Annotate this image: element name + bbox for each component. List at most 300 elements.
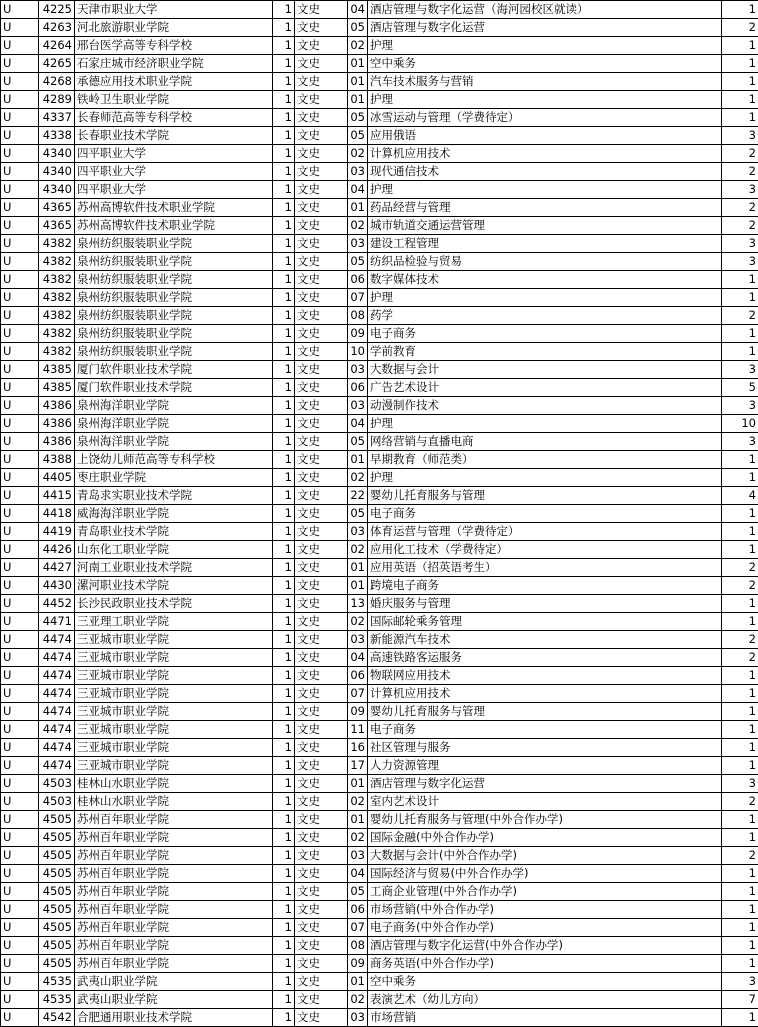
major-code-cell: 09 [348,703,368,721]
school-name-cell: 桂林山水职业学院 [75,793,273,811]
table-row [1,19,758,37]
school-code-cell: 4430 [39,577,75,595]
major-name-cell: 跨境电子商务 [368,577,722,595]
batch-cell: U [1,523,39,541]
major-code-cell: 04 [348,1,368,19]
school-name-cell: 四平职业大学 [75,163,273,181]
school-code-cell: 4505 [39,865,75,883]
batch-cell: U [1,793,39,811]
table-row [1,1,758,19]
school-code-cell: 4535 [39,973,75,991]
major-name-cell: 药品经营与管理 [368,199,722,217]
plan-count-cell: 3 [722,433,758,451]
category-cell: 文史 [295,19,348,37]
plan-count-cell: 2 [722,199,758,217]
plan-count-cell: 1 [722,703,758,721]
batch-cell: U [1,667,39,685]
school-name-cell: 武夷山职业学院 [75,973,273,991]
category-cell: 文史 [295,577,348,595]
major-name-cell: 室内艺术设计 [368,793,722,811]
batch-cell: U [1,415,39,433]
major-name-cell: 国际经济与贸易(中外合作办学) [368,865,722,883]
plan-count-cell: 5 [722,379,758,397]
group-cell: 1 [273,379,295,397]
category-cell: 文史 [295,775,348,793]
plan-count-cell: 4 [722,487,758,505]
category-cell: 文史 [295,937,348,955]
batch-cell: U [1,955,39,973]
group-cell: 1 [273,199,295,217]
table-row [1,415,758,433]
group-cell: 1 [273,811,295,829]
category-cell: 文史 [295,127,348,145]
school-code-cell: 4382 [39,325,75,343]
batch-cell: U [1,649,39,667]
batch-cell: U [1,109,39,127]
school-name-cell: 青岛求实职业技术学院 [75,487,273,505]
school-code-cell: 4505 [39,829,75,847]
school-code-cell: 4405 [39,469,75,487]
school-code-cell: 4419 [39,523,75,541]
major-code-cell: 01 [348,559,368,577]
major-code-cell: 01 [348,973,368,991]
category-cell: 文史 [295,55,348,73]
school-name-cell: 苏州百年职业学院 [75,811,273,829]
major-name-cell: 酒店管理与数字化运营 [368,19,722,37]
category-cell: 文史 [295,271,348,289]
major-code-cell: 09 [348,325,368,343]
table-row [1,271,758,289]
table-row [1,505,758,523]
plan-count-cell: 1 [722,271,758,289]
group-cell: 1 [273,757,295,775]
category-cell: 文史 [295,199,348,217]
batch-cell: U [1,1009,39,1027]
major-name-cell: 早期教育（师范类） [368,451,722,469]
school-code-cell: 4268 [39,73,75,91]
group-cell: 1 [273,91,295,109]
major-code-cell: 05 [348,127,368,145]
major-name-cell: 电子商务 [368,721,722,739]
major-name-cell: 市场营销(中外合作办学) [368,901,722,919]
school-name-cell: 石家庄城市经济职业学院 [75,55,273,73]
major-name-cell: 空中乘务 [368,973,722,991]
category-cell: 文史 [295,631,348,649]
group-cell: 1 [273,883,295,901]
school-code-cell: 4505 [39,901,75,919]
category-cell: 文史 [295,523,348,541]
school-code-cell: 4452 [39,595,75,613]
table-row [1,757,758,775]
table-row [1,541,758,559]
table-row [1,937,758,955]
category-cell: 文史 [295,847,348,865]
batch-cell: U [1,163,39,181]
school-name-cell: 厦门软件职业技术学院 [75,361,273,379]
batch-cell: U [1,217,39,235]
major-code-cell: 02 [348,829,368,847]
major-code-cell: 05 [348,433,368,451]
batch-cell: U [1,469,39,487]
plan-count-cell: 1 [722,667,758,685]
major-code-cell: 03 [348,235,368,253]
plan-count-cell: 3 [722,775,758,793]
table-body [1,1,758,1027]
group-cell: 1 [273,451,295,469]
school-code-cell: 4264 [39,37,75,55]
school-name-cell: 泉州海洋职业学院 [75,433,273,451]
major-code-cell: 17 [348,757,368,775]
plan-count-cell: 1 [722,955,758,973]
table-row [1,703,758,721]
group-cell: 1 [273,397,295,415]
school-name-cell: 泉州海洋职业学院 [75,415,273,433]
group-cell: 1 [273,271,295,289]
school-code-cell: 4542 [39,1009,75,1027]
school-code-cell: 4388 [39,451,75,469]
table-row [1,307,758,325]
school-name-cell: 威海海洋职业学院 [75,505,273,523]
major-code-cell: 01 [348,55,368,73]
table-row [1,379,758,397]
category-cell: 文史 [295,379,348,397]
major-name-cell: 婴幼儿托育服务与管理 [368,487,722,505]
major-code-cell: 06 [348,379,368,397]
group-cell: 1 [273,595,295,613]
school-code-cell: 4386 [39,397,75,415]
category-cell: 文史 [295,595,348,613]
major-code-cell: 01 [348,577,368,595]
category-cell: 文史 [295,145,348,163]
category-cell: 文史 [295,721,348,739]
major-name-cell: 市场营销 [368,1009,722,1027]
table-row [1,775,758,793]
group-cell: 1 [273,847,295,865]
major-code-cell: 22 [348,487,368,505]
group-cell: 1 [273,1009,295,1027]
major-name-cell: 建设工程管理 [368,235,722,253]
table-row [1,145,758,163]
group-cell: 1 [273,73,295,91]
table-row [1,883,758,901]
plan-count-cell: 1 [722,325,758,343]
major-name-cell: 电子商务(中外合作办学) [368,919,722,937]
batch-cell: U [1,775,39,793]
table-row [1,217,758,235]
category-cell: 文史 [295,163,348,181]
major-code-cell: 02 [348,469,368,487]
major-name-cell: 空中乘务 [368,55,722,73]
group-cell: 1 [273,235,295,253]
table-row [1,343,758,361]
group-cell: 1 [273,631,295,649]
school-code-cell: 4474 [39,757,75,775]
school-name-cell: 三亚城市职业学院 [75,631,273,649]
group-cell: 1 [273,973,295,991]
group-cell: 1 [273,739,295,757]
major-name-cell: 护理 [368,415,722,433]
category-cell: 文史 [295,541,348,559]
school-name-cell: 泉州海洋职业学院 [75,397,273,415]
batch-cell: U [1,253,39,271]
table-row [1,253,758,271]
table-row [1,181,758,199]
school-name-cell: 苏州百年职业学院 [75,955,273,973]
school-code-cell: 4505 [39,919,75,937]
table-row [1,577,758,595]
major-name-cell: 大数据与会计(中外合作办学) [368,847,722,865]
plan-count-cell: 1 [722,73,758,91]
school-name-cell: 三亚城市职业学院 [75,721,273,739]
major-code-cell: 02 [348,793,368,811]
batch-cell: U [1,847,39,865]
table-row [1,649,758,667]
category-cell: 文史 [295,433,348,451]
plan-count-cell: 1 [722,505,758,523]
plan-count-cell: 1 [722,1009,758,1027]
plan-count-cell: 1 [722,757,758,775]
school-name-cell: 三亚城市职业学院 [75,667,273,685]
group-cell: 1 [273,325,295,343]
school-name-cell: 桂林山水职业学院 [75,775,273,793]
school-name-cell: 枣庄职业学院 [75,469,273,487]
category-cell: 文史 [295,1009,348,1027]
major-name-cell: 酒店管理与数字化运营（海河园校区就读） [368,1,722,19]
batch-cell: U [1,271,39,289]
major-code-cell: 04 [348,649,368,667]
school-code-cell: 4474 [39,631,75,649]
plan-count-cell: 1 [722,55,758,73]
category-cell: 文史 [295,361,348,379]
table-row [1,685,758,703]
major-name-cell: 商务英语(中外合作办学) [368,955,722,973]
school-name-cell: 山东化工职业学院 [75,541,273,559]
plan-count-cell: 3 [722,235,758,253]
school-name-cell: 苏州高博软件技术职业学院 [75,199,273,217]
school-code-cell: 4505 [39,937,75,955]
category-cell: 文史 [295,559,348,577]
major-name-cell: 学前教育 [368,343,722,361]
category-cell: 文史 [295,37,348,55]
table-row [1,451,758,469]
major-code-cell: 02 [348,217,368,235]
group-cell: 1 [273,217,295,235]
category-cell: 文史 [295,397,348,415]
school-code-cell: 4382 [39,253,75,271]
plan-count-cell: 1 [722,91,758,109]
school-code-cell: 4415 [39,487,75,505]
school-name-cell: 厦门软件职业技术学院 [75,379,273,397]
group-cell: 1 [273,829,295,847]
school-name-cell: 苏州百年职业学院 [75,847,273,865]
plan-count-cell: 3 [722,181,758,199]
batch-cell: U [1,433,39,451]
school-name-cell: 苏州百年职业学院 [75,883,273,901]
batch-cell: U [1,37,39,55]
plan-count-cell: 1 [722,37,758,55]
school-code-cell: 4338 [39,127,75,145]
major-name-cell: 人力资源管理 [368,757,722,775]
batch-cell: U [1,73,39,91]
plan-count-cell: 1 [722,901,758,919]
school-name-cell: 漯河职业技术学院 [75,577,273,595]
plan-count-cell: 1 [722,865,758,883]
school-name-cell: 苏州高博软件技术职业学院 [75,217,273,235]
batch-cell: U [1,685,39,703]
major-code-cell: 03 [348,163,368,181]
school-code-cell: 4382 [39,343,75,361]
batch-cell: U [1,811,39,829]
plan-count-cell: 2 [722,217,758,235]
plan-count-cell: 2 [722,559,758,577]
major-code-cell: 02 [348,613,368,631]
table-row [1,631,758,649]
plan-count-cell: 2 [722,631,758,649]
batch-cell: U [1,451,39,469]
major-code-cell: 05 [348,253,368,271]
category-cell: 文史 [295,973,348,991]
school-name-cell: 河南工业职业技术学院 [75,559,273,577]
school-code-cell: 4474 [39,721,75,739]
category-cell: 文史 [295,613,348,631]
category-cell: 文史 [295,289,348,307]
group-cell: 1 [273,613,295,631]
category-cell: 文史 [295,1,348,19]
group-cell: 1 [273,919,295,937]
batch-cell: U [1,865,39,883]
plan-count-cell: 2 [722,145,758,163]
table-row [1,109,758,127]
category-cell: 文史 [295,757,348,775]
plan-count-cell: 1 [722,811,758,829]
category-cell: 文史 [295,253,348,271]
major-code-cell: 08 [348,937,368,955]
table-row [1,667,758,685]
group-cell: 1 [273,577,295,595]
major-code-cell: 01 [348,451,368,469]
school-code-cell: 4505 [39,883,75,901]
category-cell: 文史 [295,235,348,253]
table-row [1,721,758,739]
category-cell: 文史 [295,109,348,127]
major-name-cell: 应用英语（招英语考生） [368,559,722,577]
plan-count-cell: 1 [722,109,758,127]
table-row [1,901,758,919]
major-name-cell: 动漫制作技术 [368,397,722,415]
major-code-cell: 05 [348,19,368,37]
major-name-cell: 城市轨道交通运营管理 [368,217,722,235]
school-name-cell: 河北旅游职业学院 [75,19,273,37]
school-name-cell: 三亚理工职业学院 [75,613,273,631]
batch-cell: U [1,487,39,505]
major-name-cell: 计算机应用技术 [368,685,722,703]
group-cell: 1 [273,901,295,919]
batch-cell: U [1,145,39,163]
plan-count-cell: 1 [722,469,758,487]
school-name-cell: 四平职业大学 [75,145,273,163]
school-name-cell: 青岛职业技术学院 [75,523,273,541]
school-name-cell: 泉州纺织服装职业学院 [75,253,273,271]
major-name-cell: 冰雪运动与管理（学费待定） [368,109,722,127]
table-row [1,199,758,217]
group-cell: 1 [273,163,295,181]
plan-count-cell: 1 [722,721,758,739]
category-cell: 文史 [295,883,348,901]
major-name-cell: 现代通信技术 [368,163,722,181]
school-code-cell: 4426 [39,541,75,559]
batch-cell: U [1,739,39,757]
school-name-cell: 苏州百年职业学院 [75,829,273,847]
category-cell: 文史 [295,217,348,235]
major-name-cell: 应用俄语 [368,127,722,145]
school-code-cell: 4505 [39,847,75,865]
major-code-cell: 05 [348,505,368,523]
school-name-cell: 泉州纺织服装职业学院 [75,307,273,325]
school-name-cell: 泉州纺织服装职业学院 [75,289,273,307]
plan-count-cell: 3 [722,253,758,271]
school-name-cell: 长春职业技术学院 [75,127,273,145]
major-code-cell: 02 [348,145,368,163]
school-name-cell: 苏州百年职业学院 [75,919,273,937]
school-code-cell: 4535 [39,991,75,1009]
school-code-cell: 4225 [39,1,75,19]
group-cell: 1 [273,145,295,163]
category-cell: 文史 [295,829,348,847]
table-row [1,325,758,343]
school-code-cell: 4263 [39,19,75,37]
table-row [1,469,758,487]
major-name-cell: 应用化工技术（学费待定） [368,541,722,559]
school-code-cell: 4474 [39,649,75,667]
major-code-cell: 03 [348,397,368,415]
major-code-cell: 04 [348,865,368,883]
major-code-cell: 01 [348,775,368,793]
major-name-cell: 药学 [368,307,722,325]
school-code-cell: 4337 [39,109,75,127]
batch-cell: U [1,1,39,19]
group-cell: 1 [273,253,295,271]
school-code-cell: 4505 [39,811,75,829]
major-name-cell: 国际金融(中外合作办学) [368,829,722,847]
category-cell: 文史 [295,919,348,937]
major-name-cell: 工商企业管理(中外合作办学) [368,883,722,901]
major-name-cell: 体育运营与管理（学费待定） [368,523,722,541]
major-name-cell: 护理 [368,91,722,109]
plan-count-cell: 1 [722,739,758,757]
plan-count-cell: 2 [722,793,758,811]
batch-cell: U [1,289,39,307]
major-name-cell: 汽车技术服务与营销 [368,73,722,91]
major-name-cell: 酒店管理与数字化运营(中外合作办学) [368,937,722,955]
plan-count-cell: 10 [722,415,758,433]
school-name-cell: 天津市职业大学 [75,1,273,19]
major-code-cell: 05 [348,883,368,901]
plan-count-cell: 1 [722,937,758,955]
school-code-cell: 4365 [39,217,75,235]
major-name-cell: 数字媒体技术 [368,271,722,289]
category-cell: 文史 [295,73,348,91]
plan-count-cell: 2 [722,847,758,865]
table-row [1,361,758,379]
group-cell: 1 [273,361,295,379]
school-code-cell: 4503 [39,775,75,793]
plan-count-cell: 1 [722,919,758,937]
major-name-cell: 社区管理与服务 [368,739,722,757]
major-name-cell: 大数据与会计 [368,361,722,379]
batch-cell: U [1,721,39,739]
batch-cell: U [1,559,39,577]
school-name-cell: 三亚城市职业学院 [75,739,273,757]
